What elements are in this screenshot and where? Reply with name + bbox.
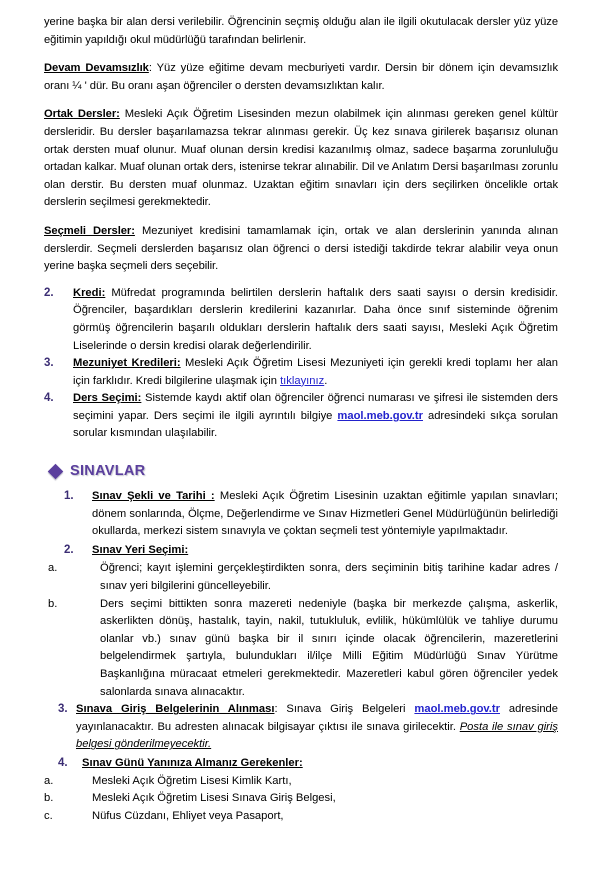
paragraph-intro	[44, 14, 558, 49]
diamond-bullet-icon	[48, 463, 64, 479]
list-item-kredi	[44, 285, 558, 355]
exam-item-lead: Sınav Günü Yanınıza Almanız Gerekenler:	[82, 756, 303, 769]
list-item-text-after: .	[324, 374, 328, 387]
sub-item-label: b.	[44, 792, 54, 805]
list-item-text-after: adresindeki sıkça sorulan sorular kısmından ulaşılabilir.	[73, 409, 558, 440]
paragraph-secmeli-dersler	[44, 223, 558, 276]
exam-item-text-after: adresinde yayınlanacaktır. Bu adresten alınacak bilgisayar çıktısı ile sınava girilecektir.	[76, 703, 558, 733]
exam-item-sinav-sekli-ve-tarihi	[64, 488, 558, 541]
link-maol-meb-gov-tr[interactable]: maol.meb.gov.tr	[337, 409, 423, 422]
paragraph-devam-text: : Yüz yüze eğitime devam mecburiyeti vardır. Dersin bir dönem için devamsızlık oranı ¼ ' dür. Bu oranı aşan öğrenciler o dersten devamsızlıktan kalır.	[44, 62, 558, 92]
paragraph-ortak-text: Mesleki Açık Öğretim Lisesinden mezun olabilmek için alınması gereken genel kültür dersleridir. Bu dersler başarılamazsa tekrar alınması gerekir. Üç kez sınava girilerek başarısız olunan ortak dersten muaf olunur. Muaf olunan dersin kredisi kazanılmış olmaz, sadece başarma zorunluluğu ortadan kalkar. Muaf olunan ortak ders, istenirse tekrar alınabilir. Dil ve Anlatım Dersi başarılması zorunlu olan derstir. Bu dersten muaf olunmaz. Uzaktan eğitim sınavları için ders seçilirken öncelikle ortak derslerin seçilmesi gerekmektedir.	[44, 108, 558, 209]
list-item-text: Sistemde kaydı aktif olan öğrenciler öğrenci numarası ve şifresi ile sistemden ders seçimini yapar. Ders seçimi ile ilgili ayrıntılı bilgiye	[73, 392, 558, 422]
exam-marker: 3.	[58, 703, 68, 716]
list-item-mezuniyet-kredileri	[44, 355, 558, 390]
sub-item-label: c.	[44, 809, 53, 822]
paragraph-secmeli-text: Mezuniyet kredisini tamamlamak için, ortak ve alan derslerinin yanında alınan derslerdir. Seçmeli derslerden başarısız olan öğrenci o dersi istediği takdirde tekrar alabilir veya onun yerine başka seçmeli ders seçebilir.	[44, 224, 558, 273]
list-item-lead: Kredi:	[73, 286, 106, 299]
exam-item-lead: Sınava Giriş Belgelerinin Alınması	[76, 703, 275, 716]
exam-item-italic-note: Posta ile sınav giriş belgesi gönderilmeyecektir.	[76, 720, 558, 751]
sub-item-c	[44, 808, 558, 826]
exam-item-sinav-yeri-secimi	[64, 542, 558, 560]
exam-marker: 2.	[64, 543, 74, 556]
exam-item-text: Mesleki Açık Öğretim Lisesinin uzaktan eğitimle yapılan sınavları; dönem sonlarında, Ölçme, Değerlendirme ve Sınav Hizmetleri Genel Müdürlüğünün belirlediği okullarda, merkezi sistem sınavıyla ve çoktan seçmeli test yöntemiyle yapılmaktadır.	[92, 490, 558, 538]
paragraph-ortak-dersler	[44, 106, 558, 212]
sub-item-text: Ders seçimi bittikten sonra mazereti nedeniyle (başka bir merkezde çalışma, askerlik, askerlikten dönüş, hastalık, tayin, nakil, tutukluluk, evlilik, hükümlülük ve tahliye durumu olanlar vb.) sınav günü başka bir il sınırı içinde olacak öğrencilerin, mazeretlerini belgelendirmek şartıyla, bulundukları il/ilçe Milli Eğitim Müdürlüğü Sınav Yürütme Başkanlığına müracaat etmeleri gerekmektedir. Mazeretleri kabul gören öğrenciler yedek salonlarda sınava alınacaktır.	[100, 597, 558, 698]
paragraph-intro-text: yerine başka bir alan dersi verilebilir. Öğrencinin seçmiş olduğu alan ile ilgili okutulacak dersler yüz yüze eğitimin yapıldığı okul müdürlüğü tarafından belirlenir.	[44, 16, 558, 46]
exam-item-lead: Sınav Yeri Seçimi:	[92, 543, 189, 556]
exam-item-lead: Sınav Şekli ve Tarihi :	[92, 490, 215, 503]
sinav-gunu-sub-list	[44, 773, 558, 826]
exam-item-text: : Sınava Giriş Belgeleri	[274, 703, 415, 716]
sub-item-a	[44, 560, 558, 595]
paragraph-devam-devamsizlik	[44, 60, 558, 95]
link-maol-meb-gov-tr-2[interactable]: maol.meb.gov.tr	[414, 703, 500, 716]
sub-item-label: a.	[48, 562, 58, 575]
list-item-lead: Ders Seçimi:	[73, 392, 142, 405]
list-item-text: Müfredat programında belirtilen derslerin haftalık ders saati sayısı o dersin kredisidir. Öğrenciler, başardıkları derslerin kredilerini kazanırlar. Daha önce sınıf sisteminde öğrenim görmüş öğrencilerin başarılı oldukları derslerin haftalık ders saati sayısı, Mesleki Açık Öğretim Liselerinde o dersin kredisi olarak değerlendirilir.	[73, 286, 558, 352]
list-marker: 2.	[44, 286, 54, 299]
exam-item-sinava-giris-belgeleri	[58, 701, 558, 754]
sinav-yeri-sub-list	[44, 560, 558, 701]
sub-item-label: b.	[48, 597, 58, 610]
link-tiklayiniz[interactable]: tıklayınız	[280, 374, 325, 387]
section-heading-text: SINAVLAR	[70, 463, 146, 480]
exam-numbered-list	[44, 488, 558, 559]
list-item-lead: Mezuniyet Kredileri:	[73, 357, 181, 370]
sub-item-b	[44, 790, 558, 808]
list-marker: 4.	[44, 392, 54, 405]
main-numbered-list	[44, 285, 558, 443]
sub-item-a	[44, 773, 558, 791]
list-item-ders-secimi	[44, 390, 558, 443]
exam-numbered-list-cont	[44, 701, 558, 772]
list-marker: 3.	[44, 357, 54, 370]
sub-item-text: Öğrenci; kayıt işlemini gerçekleştirdikten sonra, ders seçiminin bitiş tarihine kadar adres / sınav yeri bilgilerini güncelleyebilir.	[100, 562, 558, 593]
sub-item-text: Mesleki Açık Öğretim Lisesi Sınava Giriş Belgesi,	[92, 792, 336, 805]
sub-item-label: a.	[44, 774, 54, 787]
paragraph-secmeli-lead: Seçmeli Dersler:	[44, 224, 135, 237]
list-item-text: Mesleki Açık Öğretim Lisesi Mezuniyeti için gerekli kredi toplamı her alan için farklıdır. Kredi bilgilerine ulaşmak için	[73, 357, 558, 387]
exam-marker: 1.	[64, 490, 74, 503]
sub-item-text: Mesleki Açık Öğretim Lisesi Kimlik Kartı,	[92, 774, 292, 787]
sub-item-b	[44, 596, 558, 702]
exam-item-sinav-gunu-gerekenler	[58, 755, 558, 773]
paragraph-ortak-lead: Ortak Dersler:	[44, 108, 120, 121]
sub-item-text: Nüfus Cüzdanı, Ehliyet veya Pasaport,	[92, 809, 284, 822]
exam-marker: 4.	[58, 756, 68, 769]
paragraph-devam-lead: Devam Devamsızlık	[44, 62, 149, 75]
section-heading-sinavlar	[50, 463, 558, 479]
